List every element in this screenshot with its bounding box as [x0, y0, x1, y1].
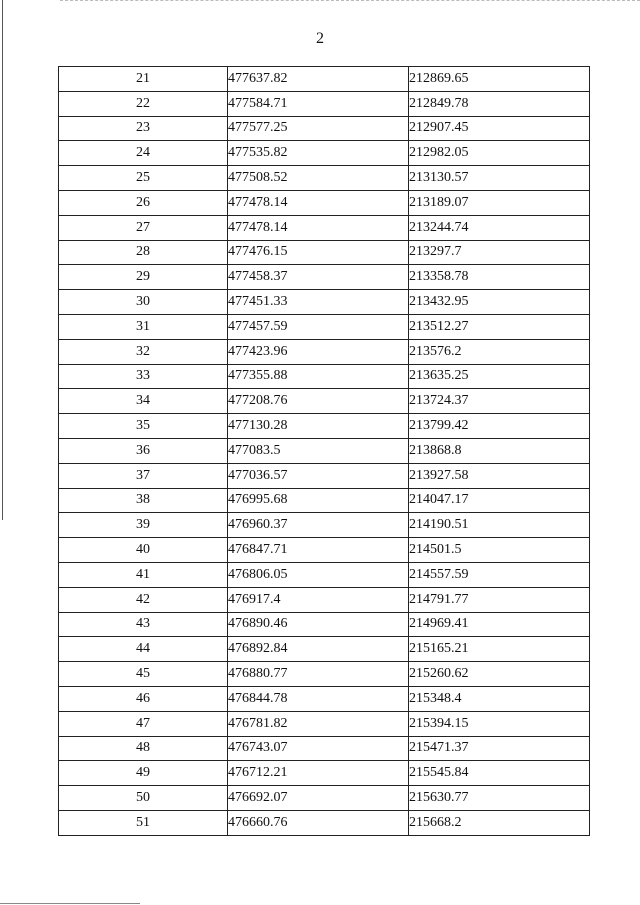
x-coordinate-cell: 476844.78	[228, 686, 409, 711]
table-row	[59, 538, 590, 563]
point-number-cell: 44	[59, 637, 228, 662]
table-row	[59, 166, 590, 191]
x-coordinate-cell: 477476.15	[228, 240, 409, 265]
y-coordinate-cell: 214501.5	[409, 538, 590, 563]
y-coordinate-cell: 213799.42	[409, 414, 590, 439]
point-number-cell: 35	[59, 414, 228, 439]
y-coordinate-cell: 215165.21	[409, 637, 590, 662]
point-number-cell: 22	[59, 91, 228, 116]
point-number-cell: 23	[59, 116, 228, 141]
x-coordinate-cell: 477458.37	[228, 265, 409, 290]
table-row	[59, 190, 590, 215]
y-coordinate-cell: 213358.78	[409, 265, 590, 290]
point-number-cell: 42	[59, 587, 228, 612]
x-coordinate-cell: 476917.4	[228, 587, 409, 612]
x-coordinate-cell: 476960.37	[228, 513, 409, 538]
table-row	[59, 339, 590, 364]
y-coordinate-cell: 213244.74	[409, 215, 590, 240]
y-coordinate-cell: 215394.15	[409, 711, 590, 736]
table-row	[59, 736, 590, 761]
x-coordinate-cell: 476995.68	[228, 488, 409, 513]
x-coordinate-cell: 477637.82	[228, 67, 409, 92]
point-number-cell: 27	[59, 215, 228, 240]
y-coordinate-cell: 213297.7	[409, 240, 590, 265]
y-coordinate-cell: 213927.58	[409, 463, 590, 488]
scan-edge-bottom	[0, 903, 140, 904]
point-number-cell: 25	[59, 166, 228, 191]
point-number-cell: 24	[59, 141, 228, 166]
table-row	[59, 414, 590, 439]
x-coordinate-cell: 477423.96	[228, 339, 409, 364]
table-row	[59, 389, 590, 414]
x-coordinate-cell: 477535.82	[228, 141, 409, 166]
table-row	[59, 761, 590, 786]
point-number-cell: 28	[59, 240, 228, 265]
x-coordinate-cell: 476847.71	[228, 538, 409, 563]
y-coordinate-cell: 212982.05	[409, 141, 590, 166]
x-coordinate-cell: 477584.71	[228, 91, 409, 116]
x-coordinate-cell: 477577.25	[228, 116, 409, 141]
table-row	[59, 662, 590, 687]
table-row	[59, 711, 590, 736]
x-coordinate-cell: 477208.76	[228, 389, 409, 414]
scan-edge-top	[60, 0, 640, 2]
table-row	[59, 686, 590, 711]
point-number-cell: 48	[59, 736, 228, 761]
point-number-cell: 33	[59, 364, 228, 389]
x-coordinate-cell: 477036.57	[228, 463, 409, 488]
y-coordinate-cell: 215545.84	[409, 761, 590, 786]
x-coordinate-cell: 477508.52	[228, 166, 409, 191]
y-coordinate-cell: 214791.77	[409, 587, 590, 612]
y-coordinate-cell: 214557.59	[409, 562, 590, 587]
y-coordinate-cell: 212869.65	[409, 67, 590, 92]
point-number-cell: 51	[59, 810, 228, 835]
point-number-cell: 41	[59, 562, 228, 587]
table-row	[59, 587, 590, 612]
table-row	[59, 314, 590, 339]
table-row	[59, 67, 590, 92]
x-coordinate-cell: 477083.5	[228, 438, 409, 463]
x-coordinate-cell: 477478.14	[228, 215, 409, 240]
x-coordinate-cell: 477457.59	[228, 314, 409, 339]
y-coordinate-cell: 213724.37	[409, 389, 590, 414]
point-number-cell: 31	[59, 314, 228, 339]
y-coordinate-cell: 212907.45	[409, 116, 590, 141]
table-row	[59, 91, 590, 116]
y-coordinate-cell: 213576.2	[409, 339, 590, 364]
y-coordinate-cell: 215260.62	[409, 662, 590, 687]
x-coordinate-cell: 477355.88	[228, 364, 409, 389]
table-row	[59, 562, 590, 587]
point-number-cell: 40	[59, 538, 228, 563]
table-row	[59, 116, 590, 141]
y-coordinate-cell: 215630.77	[409, 786, 590, 811]
table-row	[59, 488, 590, 513]
table-row	[59, 215, 590, 240]
table-row	[59, 265, 590, 290]
x-coordinate-cell: 476692.07	[228, 786, 409, 811]
table-row	[59, 364, 590, 389]
page-number: 2	[316, 30, 324, 47]
x-coordinate-cell: 477451.33	[228, 290, 409, 315]
point-number-cell: 26	[59, 190, 228, 215]
point-number-cell: 21	[59, 67, 228, 92]
y-coordinate-cell: 214047.17	[409, 488, 590, 513]
y-coordinate-cell: 213512.27	[409, 314, 590, 339]
x-coordinate-cell: 476880.77	[228, 662, 409, 687]
y-coordinate-cell: 213130.57	[409, 166, 590, 191]
y-coordinate-cell: 213189.07	[409, 190, 590, 215]
point-number-cell: 30	[59, 290, 228, 315]
table-row	[59, 290, 590, 315]
table-row	[59, 438, 590, 463]
y-coordinate-cell: 215471.37	[409, 736, 590, 761]
y-coordinate-cell: 212849.78	[409, 91, 590, 116]
point-number-cell: 36	[59, 438, 228, 463]
table-row	[59, 810, 590, 835]
x-coordinate-cell: 476712.21	[228, 761, 409, 786]
point-number-cell: 39	[59, 513, 228, 538]
table-row	[59, 513, 590, 538]
point-number-cell: 46	[59, 686, 228, 711]
table-row	[59, 240, 590, 265]
x-coordinate-cell: 476806.05	[228, 562, 409, 587]
table-row	[59, 141, 590, 166]
point-number-cell: 49	[59, 761, 228, 786]
coordinate-table-body	[59, 67, 590, 836]
x-coordinate-cell: 476890.46	[228, 612, 409, 637]
scan-edge-left	[2, 0, 3, 520]
table-row	[59, 463, 590, 488]
y-coordinate-cell: 215348.4	[409, 686, 590, 711]
point-number-cell: 29	[59, 265, 228, 290]
y-coordinate-cell: 214969.41	[409, 612, 590, 637]
y-coordinate-cell: 213635.25	[409, 364, 590, 389]
x-coordinate-cell: 476743.07	[228, 736, 409, 761]
point-number-cell: 37	[59, 463, 228, 488]
x-coordinate-cell: 476892.84	[228, 637, 409, 662]
y-coordinate-cell: 215668.2	[409, 810, 590, 835]
x-coordinate-cell: 476660.76	[228, 810, 409, 835]
y-coordinate-cell: 214190.51	[409, 513, 590, 538]
point-number-cell: 50	[59, 786, 228, 811]
point-number-cell: 38	[59, 488, 228, 513]
point-number-cell: 45	[59, 662, 228, 687]
x-coordinate-cell: 477478.14	[228, 190, 409, 215]
point-number-cell: 34	[59, 389, 228, 414]
table-row	[59, 612, 590, 637]
table-row	[59, 637, 590, 662]
point-number-cell: 47	[59, 711, 228, 736]
point-number-cell: 32	[59, 339, 228, 364]
point-number-cell: 43	[59, 612, 228, 637]
x-coordinate-cell: 477130.28	[228, 414, 409, 439]
y-coordinate-cell: 213868.8	[409, 438, 590, 463]
table-row	[59, 786, 590, 811]
coordinate-table	[58, 66, 590, 836]
x-coordinate-cell: 476781.82	[228, 711, 409, 736]
y-coordinate-cell: 213432.95	[409, 290, 590, 315]
